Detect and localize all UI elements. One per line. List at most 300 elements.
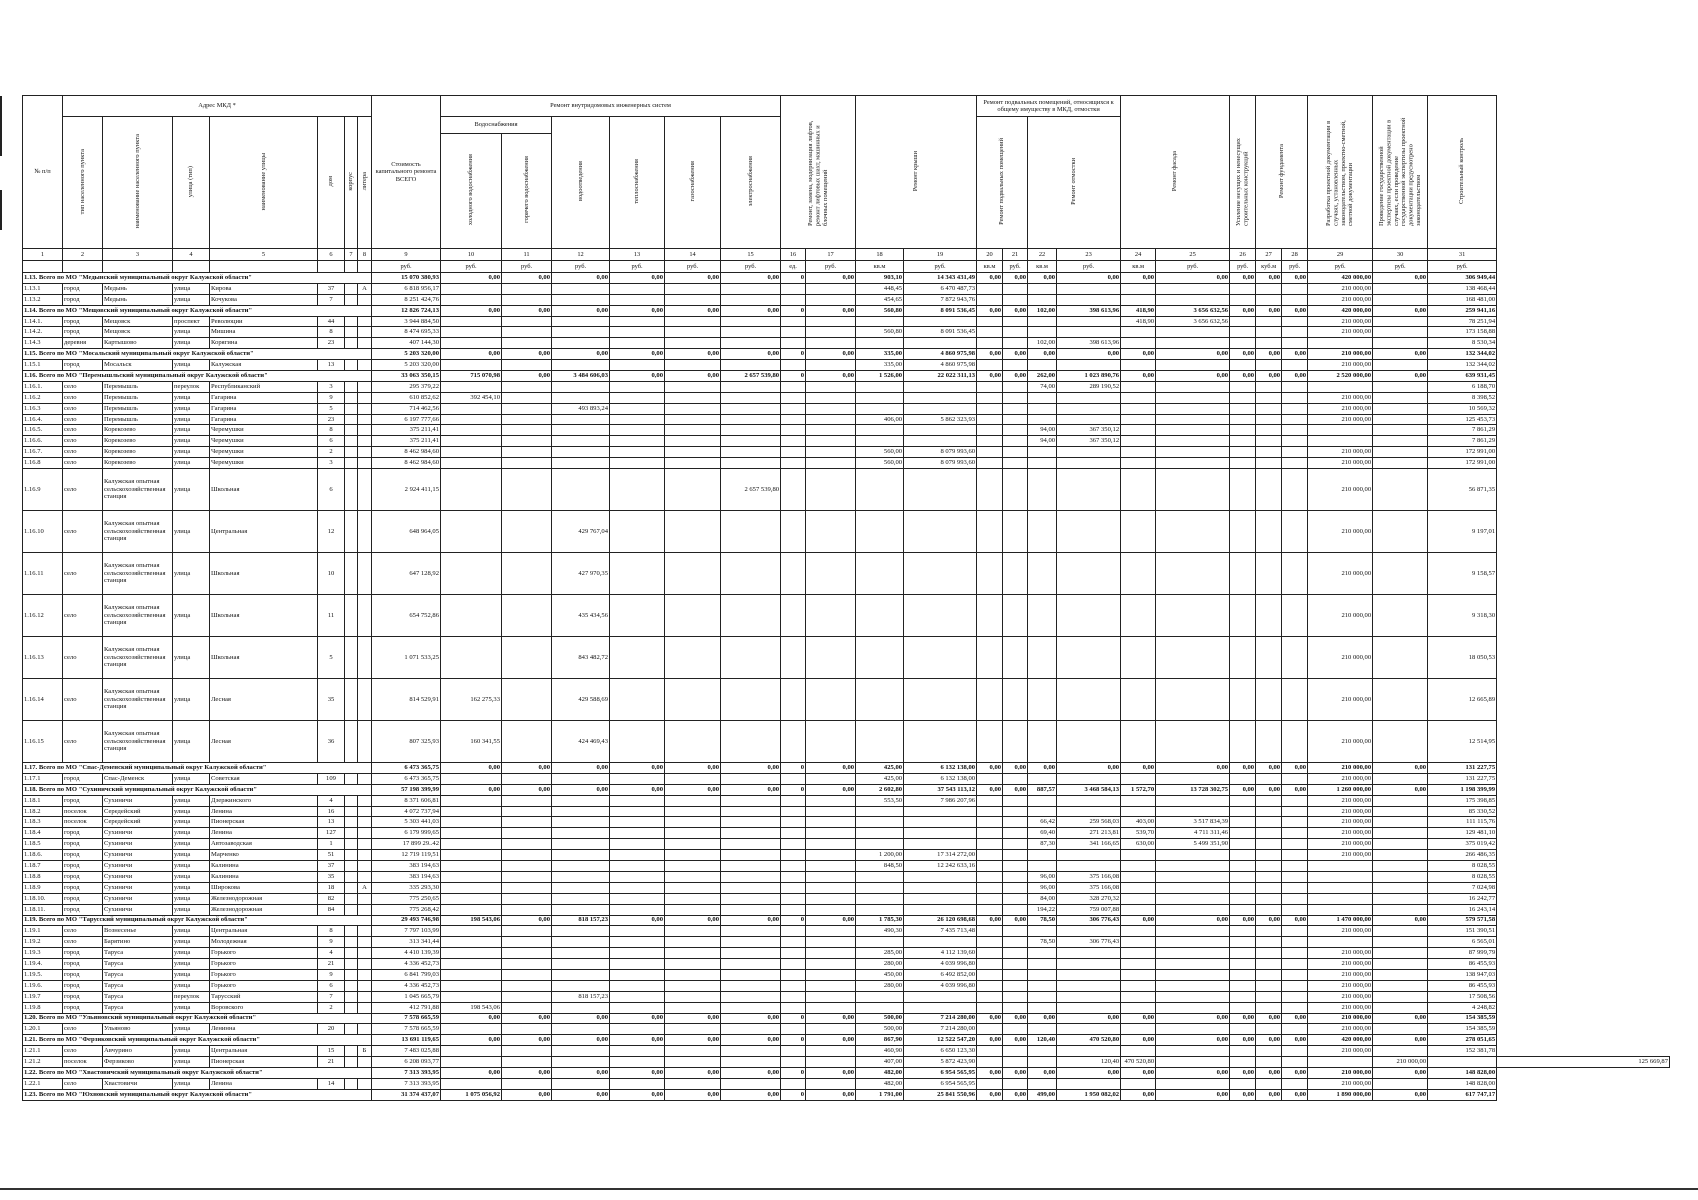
- total-value: 0,00: [665, 1013, 721, 1024]
- table-cell: [781, 1024, 806, 1035]
- table-cell: село: [63, 637, 103, 679]
- building-row: [23, 795, 1670, 806]
- table-cell: 210 000,00: [1308, 1046, 1373, 1057]
- table-cell: 20: [318, 1024, 345, 1035]
- table-cell: [345, 948, 358, 959]
- table-cell: [441, 893, 502, 904]
- table-cell: [1003, 991, 1028, 1002]
- table-cell: [806, 991, 856, 1002]
- table-cell: 16 242,77: [1428, 893, 1497, 904]
- table-cell: [781, 991, 806, 1002]
- table-cell: [665, 436, 721, 447]
- table-cell: 1: [318, 839, 345, 850]
- table-cell: 398 613,96: [1057, 338, 1121, 349]
- total-value: 14 343 431,49: [904, 273, 977, 284]
- table-cell: [781, 828, 806, 839]
- total-value: 0: [781, 784, 806, 795]
- total-value: 198 543,06: [441, 915, 502, 926]
- total-value: 560,80: [856, 305, 904, 316]
- column-number: 22: [1028, 249, 1057, 261]
- table-cell: [1256, 850, 1282, 861]
- total-label: 1.23. Всего по МО "Юхновский муниципальный округ Калужской области": [23, 1089, 372, 1100]
- table-cell: 1.22.1: [23, 1078, 63, 1089]
- total-value: 0,00: [1156, 349, 1230, 360]
- table-cell: 1.16.2: [23, 392, 63, 403]
- total-value: 0: [781, 273, 806, 284]
- table-cell: [721, 817, 781, 828]
- table-cell: [552, 469, 610, 511]
- total-value: 0,00: [1230, 1089, 1256, 1100]
- table-cell: [441, 595, 502, 637]
- table-cell: 16 243,14: [1428, 904, 1497, 915]
- table-cell: [502, 969, 552, 980]
- table-cell: 7: [318, 294, 345, 305]
- table-cell: 1.18.3: [23, 817, 63, 828]
- table-cell: [1308, 436, 1373, 447]
- table-cell: 5: [318, 403, 345, 414]
- table-cell: [1156, 806, 1230, 817]
- table-cell: Сухиничи: [103, 882, 173, 893]
- total-value: 0,00: [665, 349, 721, 360]
- table-cell: [856, 839, 904, 850]
- table-cell: [806, 316, 856, 327]
- table-cell: [1121, 721, 1156, 763]
- table-cell: 560,00: [856, 458, 904, 469]
- total-value: 0,00: [1156, 915, 1230, 926]
- building-row: [23, 403, 1670, 414]
- total-value: 0,00: [1282, 349, 1308, 360]
- total-value: 278 051,65: [1428, 1035, 1497, 1046]
- total-value: 26 120 698,68: [904, 915, 977, 926]
- total-value: 0,00: [1003, 349, 1028, 360]
- table-cell: [1373, 817, 1428, 828]
- table-cell: [1230, 969, 1256, 980]
- table-cell: [1256, 721, 1282, 763]
- table-cell: 4: [318, 948, 345, 959]
- building-row: [23, 469, 1670, 511]
- table-cell: [721, 773, 781, 784]
- table-cell: поселок: [63, 806, 103, 817]
- building-row: [23, 904, 1670, 915]
- total-value: 0: [781, 371, 806, 382]
- total-label: 1.17. Всего по МО "Спас-Деменский муниципальный округ Калужской области": [23, 763, 372, 774]
- table-cell: [904, 553, 977, 595]
- table-cell: [441, 458, 502, 469]
- table-cell: [721, 969, 781, 980]
- table-cell: [502, 1057, 552, 1068]
- table-cell: 210 000,00: [1308, 828, 1373, 839]
- table-cell: [358, 839, 372, 850]
- table-cell: [1057, 1024, 1121, 1035]
- table-cell: [345, 871, 358, 882]
- table-cell: [977, 959, 1003, 970]
- table-cell: 814 529,91: [372, 679, 441, 721]
- table-cell: [1121, 436, 1156, 447]
- building-row: [23, 511, 1670, 553]
- table-cell: [1057, 553, 1121, 595]
- total-value: 0,00: [1003, 1013, 1028, 1024]
- table-cell: Ульяново: [103, 1024, 173, 1035]
- total-value: 0,00: [552, 305, 610, 316]
- table-cell: [977, 828, 1003, 839]
- total-value: 0,00: [977, 915, 1003, 926]
- total-value: 0,00: [721, 349, 781, 360]
- table-cell: 7 435 713,48: [904, 926, 977, 937]
- table-cell: [502, 839, 552, 850]
- table-cell: [721, 980, 781, 991]
- table-cell: [502, 948, 552, 959]
- total-value: 0,00: [1121, 1035, 1156, 1046]
- total-value: 0,00: [610, 349, 665, 360]
- table-cell: 3 517 834,39: [1156, 817, 1230, 828]
- table-cell: [1156, 381, 1230, 392]
- table-cell: [1256, 338, 1282, 349]
- total-value: 0,00: [610, 1067, 665, 1078]
- table-cell: [552, 904, 610, 915]
- table-cell: [1230, 1078, 1256, 1089]
- table-cell: Медынь: [103, 283, 173, 294]
- table-cell: [721, 1002, 781, 1013]
- col-header-total-cost: Стоимость капитального ремонта ВСЕГО: [372, 96, 441, 249]
- table-cell: [1057, 403, 1121, 414]
- table-cell: [1373, 926, 1428, 937]
- total-value: 0,00: [1282, 1089, 1308, 1100]
- table-cell: [1373, 1002, 1428, 1013]
- municipality-total-row: [23, 349, 1670, 360]
- table-cell: 450,00: [856, 969, 904, 980]
- table-cell: [1373, 403, 1428, 414]
- building-row: [23, 937, 1670, 948]
- table-cell: 1.13.2: [23, 294, 63, 305]
- total-value: 0,00: [1156, 371, 1230, 382]
- table-cell: 18: [318, 882, 345, 893]
- table-cell: улица: [173, 806, 210, 817]
- table-cell: [1373, 316, 1428, 327]
- table-cell: 500,00: [856, 1024, 904, 1035]
- table-cell: [665, 1057, 721, 1068]
- table-cell: [1230, 1057, 1256, 1068]
- table-cell: город: [63, 850, 103, 861]
- total-value: 25 841 550,96: [904, 1089, 977, 1100]
- table-cell: [358, 403, 372, 414]
- table-cell: [1003, 414, 1028, 425]
- total-value: 0,00: [1373, 915, 1428, 926]
- table-cell: [1373, 511, 1428, 553]
- table-cell: Таруса: [103, 991, 173, 1002]
- table-cell: [441, 436, 502, 447]
- table-cell: [1121, 882, 1156, 893]
- table-cell: 210 000,00: [1308, 360, 1373, 371]
- table-cell: 775 268,42: [372, 904, 441, 915]
- table-cell: 7 483 025,88: [372, 1046, 441, 1057]
- table-cell: Школьная: [210, 595, 318, 637]
- table-cell: 210 000,00: [1308, 806, 1373, 817]
- table-cell: [345, 806, 358, 817]
- table-cell: [1003, 425, 1028, 436]
- table-cell: [610, 553, 665, 595]
- table-cell: [781, 904, 806, 915]
- table-cell: 714 462,56: [372, 403, 441, 414]
- table-cell: 560,80: [856, 327, 904, 338]
- table-cell: 87 999,79: [1428, 948, 1497, 959]
- table-cell: [552, 392, 610, 403]
- table-cell: [610, 1057, 665, 1068]
- unit-cell: руб.: [904, 261, 977, 273]
- table-cell: город: [63, 904, 103, 915]
- table-cell: Черемушки: [210, 447, 318, 458]
- table-cell: [1373, 392, 1428, 403]
- table-cell: [1156, 721, 1230, 763]
- total-value: 0,00: [552, 763, 610, 774]
- table-cell: [1003, 392, 1028, 403]
- total-value: 0,00: [610, 1089, 665, 1100]
- table-cell: 210 000,00: [1308, 1002, 1373, 1013]
- unit-cell: руб.: [552, 261, 610, 273]
- table-cell: [441, 1057, 502, 1068]
- total-value: 0,00: [552, 1067, 610, 1078]
- table-cell: [345, 553, 358, 595]
- total-value: 0,00: [610, 763, 665, 774]
- table-cell: [1230, 806, 1256, 817]
- table-cell: [1156, 458, 1230, 469]
- table-cell: проспект: [173, 316, 210, 327]
- unit-row: [23, 261, 1670, 273]
- total-value: 0,00: [1121, 273, 1156, 284]
- table-cell: Таруса: [103, 969, 173, 980]
- total-value: 259 941,16: [1428, 305, 1497, 316]
- table-cell: [977, 403, 1003, 414]
- total-value: 0,00: [1230, 763, 1256, 774]
- table-cell: 210 000,00: [1308, 980, 1373, 991]
- table-cell: [552, 283, 610, 294]
- total-value: 0,00: [977, 305, 1003, 316]
- total-value: 0,00: [1373, 1067, 1428, 1078]
- building-row: [23, 1078, 1670, 1089]
- table-cell: [441, 861, 502, 872]
- table-cell: 173 158,88: [1428, 327, 1497, 338]
- table-cell: 86 455,93: [1428, 959, 1497, 970]
- table-cell: 4 248,82: [1428, 1002, 1497, 1013]
- table-cell: 306 776,43: [1057, 937, 1121, 948]
- table-cell: Картышово: [103, 338, 173, 349]
- table-cell: 759 007,88: [1057, 904, 1121, 915]
- table-cell: 6 954 565,95: [904, 1078, 977, 1089]
- total-value: 0,00: [1282, 1067, 1308, 1078]
- table-cell: [1428, 1057, 1497, 1068]
- table-cell: 56 871,35: [1428, 469, 1497, 511]
- building-row: [23, 436, 1670, 447]
- table-cell: [610, 969, 665, 980]
- table-cell: [781, 381, 806, 392]
- table-cell: 6 650 123,30: [904, 1046, 977, 1057]
- table-cell: [977, 425, 1003, 436]
- total-value: 0,00: [1282, 305, 1308, 316]
- table-cell: [1256, 414, 1282, 425]
- table-cell: [721, 1057, 781, 1068]
- table-cell: [1308, 861, 1373, 872]
- table-cell: [441, 294, 502, 305]
- total-value: 0,00: [1121, 915, 1156, 926]
- table-cell: [721, 679, 781, 721]
- table-cell: [781, 327, 806, 338]
- total-value: 0,00: [721, 784, 781, 795]
- building-row: [23, 991, 1670, 1002]
- table-cell: [1256, 806, 1282, 817]
- table-cell: [1373, 850, 1428, 861]
- table-cell: [977, 795, 1003, 806]
- table-cell: 328 270,32: [1057, 893, 1121, 904]
- table-cell: [345, 893, 358, 904]
- table-cell: [977, 679, 1003, 721]
- table-cell: 259 568,03: [1057, 817, 1121, 828]
- table-cell: [1121, 1024, 1156, 1035]
- total-value: 0,00: [552, 273, 610, 284]
- col-header-water-supply: Водоснабжения: [441, 117, 552, 134]
- table-cell: [1373, 447, 1428, 458]
- table-cell: [781, 959, 806, 970]
- table-cell: 1.19.1: [23, 926, 63, 937]
- table-cell: [1256, 948, 1282, 959]
- table-cell: Горького: [210, 980, 318, 991]
- table-cell: 21: [318, 1057, 345, 1068]
- column-number: 18: [856, 249, 904, 261]
- total-value: 0,00: [1373, 273, 1428, 284]
- table-cell: [345, 403, 358, 414]
- total-value: 3 656 632,56: [1156, 305, 1230, 316]
- table-cell: Горького: [210, 948, 318, 959]
- table-cell: переулок: [173, 381, 210, 392]
- table-cell: [1256, 637, 1282, 679]
- table-cell: 3 944 884,50: [372, 316, 441, 327]
- building-row: [23, 458, 1670, 469]
- table-cell: Автозаводская: [210, 839, 318, 850]
- table-cell: Калужская опытная сельскохозяйственная станция: [103, 553, 173, 595]
- table-cell: улица: [173, 839, 210, 850]
- table-cell: 125 453,73: [1428, 414, 1497, 425]
- total-value: 0,00: [441, 305, 502, 316]
- unit-cell: [173, 261, 210, 273]
- table-cell: [1028, 360, 1057, 371]
- table-cell: [1156, 637, 1230, 679]
- table-cell: [665, 338, 721, 349]
- table-cell: [502, 1078, 552, 1089]
- table-cell: 37: [318, 283, 345, 294]
- table-cell: [1003, 458, 1028, 469]
- table-cell: 4 336 452,73: [372, 980, 441, 991]
- table-cell: Калинина: [210, 871, 318, 882]
- total-value: 0,00: [1028, 763, 1057, 774]
- building-row: [23, 969, 1670, 980]
- table-cell: [1121, 959, 1156, 970]
- table-cell: [1256, 511, 1282, 553]
- table-cell: улица: [173, 414, 210, 425]
- total-value: 13 728 302,75: [1156, 784, 1230, 795]
- table-cell: [781, 425, 806, 436]
- table-cell: [1028, 959, 1057, 970]
- table-cell: [1057, 969, 1121, 980]
- table-cell: [781, 861, 806, 872]
- table-cell: 4 410 139,39: [372, 948, 441, 959]
- table-cell: [358, 871, 372, 882]
- table-cell: [610, 1024, 665, 1035]
- total-value: 0,00: [441, 784, 502, 795]
- table-cell: [665, 1046, 721, 1057]
- table-cell: [904, 882, 977, 893]
- total-label: 1.15. Всего по МО "Мосальский муниципальный округ Калужской области": [23, 349, 372, 360]
- table-cell: 1.19.4.: [23, 959, 63, 970]
- table-cell: [441, 904, 502, 915]
- total-value: 0,00: [1256, 305, 1282, 316]
- table-cell: улица: [173, 1002, 210, 1013]
- total-value: 0,00: [1230, 915, 1256, 926]
- table-cell: [1282, 425, 1308, 436]
- table-cell: [502, 817, 552, 828]
- column-number: 11: [502, 249, 552, 261]
- register-sheet: [22, 95, 1670, 1101]
- table-cell: Центральная: [210, 926, 318, 937]
- table-cell: улица: [173, 425, 210, 436]
- table-cell: 210 000,00: [1308, 458, 1373, 469]
- table-cell: [358, 595, 372, 637]
- table-cell: [502, 414, 552, 425]
- table-cell: [441, 937, 502, 948]
- table-cell: [1156, 469, 1230, 511]
- table-cell: [552, 1078, 610, 1089]
- table-cell: [1256, 871, 1282, 882]
- table-cell: [1373, 980, 1428, 991]
- total-value: 0,00: [721, 1089, 781, 1100]
- building-row: [23, 839, 1670, 850]
- building-row: [23, 283, 1670, 294]
- table-cell: [610, 721, 665, 763]
- table-cell: [977, 436, 1003, 447]
- table-cell: 4: [318, 795, 345, 806]
- table-cell: улица: [173, 980, 210, 991]
- table-cell: [977, 850, 1003, 861]
- table-cell: [358, 795, 372, 806]
- table-cell: Середейский: [103, 817, 173, 828]
- total-value: 0,00: [1121, 349, 1156, 360]
- table-cell: 1.18.7: [23, 861, 63, 872]
- table-cell: [1121, 511, 1156, 553]
- table-cell: 1.20.1: [23, 1024, 63, 1035]
- col-header-street-name: наименование улицы: [210, 117, 318, 249]
- table-cell: Сухиничи: [103, 871, 173, 882]
- table-cell: [1373, 294, 1428, 305]
- table-cell: [1121, 294, 1156, 305]
- total-value: 0,00: [1373, 371, 1428, 382]
- table-cell: 84,00: [1028, 893, 1057, 904]
- table-cell: [806, 458, 856, 469]
- table-cell: 210 000,00: [1308, 773, 1373, 784]
- table-cell: город: [63, 893, 103, 904]
- unit-cell: ед.: [781, 261, 806, 273]
- table-cell: [1028, 795, 1057, 806]
- table-cell: [610, 381, 665, 392]
- table-cell: [856, 392, 904, 403]
- total-value: 7 313 393,95: [372, 1067, 441, 1078]
- table-cell: 375 166,08: [1057, 882, 1121, 893]
- table-cell: [610, 414, 665, 425]
- table-cell: 210 000,00: [1308, 679, 1373, 721]
- table-cell: [1282, 403, 1308, 414]
- total-value: 6 473 365,75: [372, 763, 441, 774]
- table-cell: [358, 316, 372, 327]
- table-cell: 3: [318, 381, 345, 392]
- table-cell: [441, 469, 502, 511]
- table-cell: [1003, 926, 1028, 937]
- table-cell: [502, 871, 552, 882]
